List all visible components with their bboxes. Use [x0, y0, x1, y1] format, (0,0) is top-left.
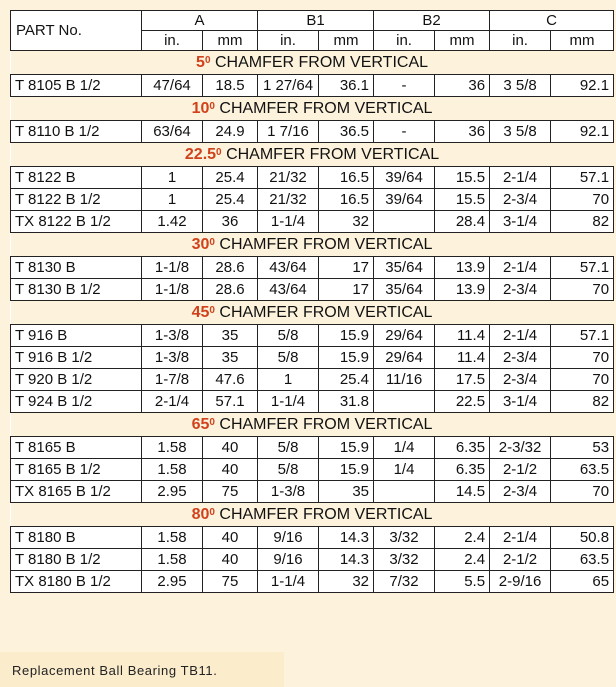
header-row-groups	[11, 11, 614, 31]
spec-table-body	[11, 11, 614, 593]
dimension-cell: 3 5/8	[490, 121, 551, 143]
dimension-cell: 82	[551, 391, 614, 413]
dimension-cell: 1-1/8	[142, 279, 203, 301]
dimension-cell: 13.9	[435, 279, 490, 301]
table-row	[11, 347, 614, 369]
dimension-cell: 21/32	[258, 189, 319, 211]
dimension-cell: 40	[203, 549, 258, 571]
dimension-cell: 70	[551, 481, 614, 503]
table-row	[11, 167, 614, 189]
dimension-cell: 5/8	[258, 347, 319, 369]
dimension-cell: 36	[203, 211, 258, 233]
dimension-cell: 75	[203, 481, 258, 503]
dimension-cell: 70	[551, 347, 614, 369]
chamfer-angle	[185, 146, 222, 163]
table-row	[11, 279, 614, 301]
dimension-cell: 2-1/4	[490, 325, 551, 347]
dimension-cell: 28.4	[435, 211, 490, 233]
table-row	[11, 189, 614, 211]
table-row	[11, 257, 614, 279]
table-row	[11, 325, 614, 347]
dimension-cell: 17.5	[435, 369, 490, 391]
chamfer-label: CHAMFER FROM VERTICAL	[226, 146, 440, 163]
dimension-cell: 1-3/8	[142, 347, 203, 369]
dimension-cell: 39/64	[374, 189, 435, 211]
dimension-cell: 1-7/8	[142, 369, 203, 391]
part-number-cell: T 8122 B	[11, 167, 142, 189]
dimension-cell: 25.4	[203, 189, 258, 211]
dimension-cell: -	[374, 75, 435, 97]
degree-mark: 0	[216, 147, 222, 158]
dimension-cell: 6.35	[435, 437, 490, 459]
unit-header: in.	[142, 31, 203, 51]
unit-header: mm	[435, 31, 490, 51]
dimension-cell: 5/8	[258, 325, 319, 347]
chamfer-label: CHAMFER FROM VERTICAL	[219, 100, 433, 117]
dimension-cell: 1-3/8	[142, 325, 203, 347]
dimension-cell: 2-1/4	[490, 167, 551, 189]
chamfer-section-title	[11, 301, 614, 325]
dimension-cell: 1.58	[142, 459, 203, 481]
dimension-cell: 2-1/4	[490, 257, 551, 279]
dimension-cell: 31.8	[319, 391, 374, 413]
dimension-cell: 57.1	[551, 257, 614, 279]
dimension-cell: 50.8	[551, 527, 614, 549]
dimension-cell: 15.5	[435, 167, 490, 189]
table-row	[11, 75, 614, 97]
dimension-cell: 35	[203, 347, 258, 369]
table-row	[11, 527, 614, 549]
part-number-cell: T 924 B 1/2	[11, 391, 142, 413]
dimension-cell: 1-1/8	[142, 257, 203, 279]
part-number-cell: T 8130 B 1/2	[11, 279, 142, 301]
dimension-cell: 28.6	[203, 257, 258, 279]
dimension-cell: 1 27/64	[258, 75, 319, 97]
degree-mark: 0	[209, 101, 215, 112]
group-header-b2: B2	[374, 11, 490, 31]
dimension-cell: 1-1/4	[258, 571, 319, 593]
part-number-cell: T 8122 B 1/2	[11, 189, 142, 211]
chamfer-section-title	[11, 503, 614, 527]
dimension-cell: 36	[435, 75, 490, 97]
part-number-cell: TX 8180 B 1/2	[11, 571, 142, 593]
part-number-cell: T 916 B 1/2	[11, 347, 142, 369]
dimension-cell: 15.9	[319, 459, 374, 481]
dimension-cell: 75	[203, 571, 258, 593]
degree-mark: 0	[209, 507, 215, 518]
dimension-cell: 1	[258, 369, 319, 391]
dimension-cell: 18.5	[203, 75, 258, 97]
dimension-cell: 1	[142, 189, 203, 211]
dimension-cell: 2.4	[435, 549, 490, 571]
chamfer-angle-value: 65	[191, 416, 210, 433]
dimension-cell: 5/8	[258, 437, 319, 459]
dimension-cell: 11.4	[435, 325, 490, 347]
part-number-cell: T 8105 B 1/2	[11, 75, 142, 97]
unit-header: in.	[258, 31, 319, 51]
table-row	[11, 391, 614, 413]
chamfer-angle	[192, 506, 215, 523]
dimension-cell: 47.6	[203, 369, 258, 391]
chamfer-section-header	[11, 233, 614, 257]
chamfer-angle-value: 5	[196, 54, 205, 71]
chamfer-section-title	[11, 97, 614, 121]
dimension-cell: 17	[319, 279, 374, 301]
dimension-cell: 15.5	[435, 189, 490, 211]
footer-note: Replacement Ball Bearing TB11.	[12, 663, 218, 678]
dimension-cell: 5.5	[435, 571, 490, 593]
dimension-cell: -	[374, 121, 435, 143]
dimension-cell: 35	[319, 481, 374, 503]
chamfer-label: CHAMFER FROM VERTICAL	[219, 506, 433, 523]
degree-mark: 0	[209, 417, 215, 428]
chamfer-label: CHAMFER FROM VERTICAL	[214, 54, 429, 71]
dimension-cell: 2-1/2	[490, 459, 551, 481]
spec-table-container	[10, 10, 613, 593]
chamfer-angle	[192, 416, 215, 433]
dimension-cell: 92.1	[551, 75, 614, 97]
dimension-cell: 2-3/4	[490, 279, 551, 301]
dimension-cell: 3/32	[374, 527, 435, 549]
dimension-cell: 13.9	[435, 257, 490, 279]
dimension-cell: 5/8	[258, 459, 319, 481]
dimension-cell: 2-1/4	[490, 527, 551, 549]
dimension-cell: 32	[319, 571, 374, 593]
part-number-cell: TX 8122 B 1/2	[11, 211, 142, 233]
dimension-cell: 1/4	[374, 459, 435, 481]
part-number-cell: T 8180 B 1/2	[11, 549, 142, 571]
dimension-cell: 14.5	[435, 481, 490, 503]
dimension-cell: 16.5	[319, 167, 374, 189]
dimension-cell: 2-3/4	[490, 369, 551, 391]
unit-header: mm	[203, 31, 258, 51]
unit-header: in.	[374, 31, 435, 51]
table-row	[11, 211, 614, 233]
dimension-cell: 57.1	[203, 391, 258, 413]
dimension-cell: 1 7/16	[258, 121, 319, 143]
chamfer-section-header	[11, 301, 614, 325]
dimension-cell: 2-3/32	[490, 437, 551, 459]
dimension-cell: 1.42	[142, 211, 203, 233]
dimension-cell: 53	[551, 437, 614, 459]
degree-mark: 0	[204, 55, 211, 66]
table-row	[11, 481, 614, 503]
dimension-cell: 1	[142, 167, 203, 189]
dimension-cell: 40	[203, 437, 258, 459]
chamfer-angle	[192, 304, 215, 321]
dimension-cell: 2-3/4	[490, 481, 551, 503]
dimension-cell: 29/64	[374, 347, 435, 369]
dimension-cell: 25.4	[203, 167, 258, 189]
group-header-a: A	[142, 11, 258, 31]
dimension-cell: 43/64	[258, 257, 319, 279]
chamfer-angle-value: 45	[191, 304, 210, 321]
chamfer-section-header	[11, 413, 614, 437]
dimension-cell: 82	[551, 211, 614, 233]
dimension-cell: 21/32	[258, 167, 319, 189]
dimension-cell: 22.5	[435, 391, 490, 413]
dimension-cell: 1.58	[142, 437, 203, 459]
chamfer-label: CHAMFER FROM VERTICAL	[219, 304, 433, 321]
dimension-cell: 1-1/4	[258, 211, 319, 233]
dimension-cell: 2-9/16	[490, 571, 551, 593]
chamfer-angle	[196, 54, 210, 71]
chamfer-angle-value: 10	[191, 100, 210, 117]
chamfer-label: CHAMFER FROM VERTICAL	[219, 416, 433, 433]
dimension-cell: 24.9	[203, 121, 258, 143]
dimension-cell	[374, 481, 435, 503]
unit-header: mm	[319, 31, 374, 51]
dimension-cell: 3-1/4	[490, 211, 551, 233]
dimension-cell: 11/16	[374, 369, 435, 391]
part-number-cell: T 8130 B	[11, 257, 142, 279]
dimension-cell: 14.3	[319, 549, 374, 571]
part-number-cell: T 916 B	[11, 325, 142, 347]
dimension-cell: 65	[551, 571, 614, 593]
dimension-cell: 3/32	[374, 549, 435, 571]
degree-mark: 0	[209, 237, 215, 248]
dimension-cell: 63.5	[551, 459, 614, 481]
dimension-cell: 1-3/8	[258, 481, 319, 503]
dimension-cell: 2-1/4	[142, 391, 203, 413]
dimension-cell: 29/64	[374, 325, 435, 347]
dimension-cell: 1/4	[374, 437, 435, 459]
table-row	[11, 437, 614, 459]
dimension-cell: 6.35	[435, 459, 490, 481]
chamfer-section-header	[11, 51, 614, 75]
dimension-cell: 32	[319, 211, 374, 233]
part-number-cell: T 8165 B 1/2	[11, 459, 142, 481]
dimension-cell: 35	[203, 325, 258, 347]
dimension-cell: 2-3/4	[490, 189, 551, 211]
dimension-cell: 9/16	[258, 549, 319, 571]
dimension-cell: 2.95	[142, 481, 203, 503]
dimension-cell: 63/64	[142, 121, 203, 143]
dimension-cell: 63.5	[551, 549, 614, 571]
dimension-cell: 3-1/4	[490, 391, 551, 413]
dimension-cell: 70	[551, 279, 614, 301]
part-number-header: PART No.	[11, 11, 142, 51]
degree-mark: 0	[209, 305, 215, 316]
dimension-cell: 17	[319, 257, 374, 279]
chamfer-angle-value: 22.5	[184, 146, 217, 163]
chamfer-section-header	[11, 97, 614, 121]
dimension-cell: 15.9	[319, 325, 374, 347]
dimension-cell: 43/64	[258, 279, 319, 301]
dimension-cell: 1.58	[142, 549, 203, 571]
dimension-cell	[374, 211, 435, 233]
dimension-cell: 2-3/4	[490, 347, 551, 369]
dimension-cell: 14.3	[319, 527, 374, 549]
dimension-cell: 2.4	[435, 527, 490, 549]
dimension-cell: 15.9	[319, 437, 374, 459]
dimension-cell: 15.9	[319, 347, 374, 369]
dimension-cell: 70	[551, 189, 614, 211]
chamfer-section-title	[11, 233, 614, 257]
chamfer-section-title	[11, 413, 614, 437]
dimension-cell: 36	[435, 121, 490, 143]
chamfer-section-title	[11, 143, 614, 167]
dimension-cell: 57.1	[551, 325, 614, 347]
dimension-cell: 1-1/4	[258, 391, 319, 413]
chamfer-angle-value: 30	[191, 236, 210, 253]
dimension-cell: 25.4	[319, 369, 374, 391]
dimension-cell: 57.1	[551, 167, 614, 189]
spec-table	[10, 10, 614, 593]
part-number-cell: T 8165 B	[11, 437, 142, 459]
dimension-cell: 28.6	[203, 279, 258, 301]
chamfer-section-header	[11, 143, 614, 167]
dimension-cell: 3 5/8	[490, 75, 551, 97]
dimension-cell: 2-1/2	[490, 549, 551, 571]
chamfer-section-title	[11, 51, 614, 75]
group-header-c: C	[490, 11, 614, 31]
unit-header: in.	[490, 31, 551, 51]
dimension-cell: 35/64	[374, 257, 435, 279]
dimension-cell: 35/64	[374, 279, 435, 301]
part-number-cell: T 8110 B 1/2	[11, 121, 142, 143]
dimension-cell: 92.1	[551, 121, 614, 143]
dimension-cell: 16.5	[319, 189, 374, 211]
dimension-cell: 70	[551, 369, 614, 391]
table-row	[11, 369, 614, 391]
table-row	[11, 549, 614, 571]
dimension-cell: 47/64	[142, 75, 203, 97]
group-header-b1: B1	[258, 11, 374, 31]
dimension-cell	[374, 391, 435, 413]
dimension-cell: 36.1	[319, 75, 374, 97]
dimension-cell: 1.58	[142, 527, 203, 549]
dimension-cell: 36.5	[319, 121, 374, 143]
chamfer-angle-value: 80	[191, 506, 210, 523]
chamfer-label: CHAMFER FROM VERTICAL	[219, 236, 433, 253]
table-row	[11, 459, 614, 481]
unit-header: mm	[551, 31, 614, 51]
table-row	[11, 121, 614, 143]
table-row	[11, 571, 614, 593]
dimension-cell: 39/64	[374, 167, 435, 189]
dimension-cell: 11.4	[435, 347, 490, 369]
dimension-cell: 9/16	[258, 527, 319, 549]
part-number-cell: TX 8165 B 1/2	[11, 481, 142, 503]
chamfer-angle	[192, 100, 215, 117]
part-number-cell: T 920 B 1/2	[11, 369, 142, 391]
dimension-cell: 7/32	[374, 571, 435, 593]
dimension-cell: 40	[203, 527, 258, 549]
chamfer-angle	[192, 236, 215, 253]
dimension-cell: 2.95	[142, 571, 203, 593]
dimension-cell: 40	[203, 459, 258, 481]
chamfer-section-header	[11, 503, 614, 527]
part-number-cell: T 8180 B	[11, 527, 142, 549]
